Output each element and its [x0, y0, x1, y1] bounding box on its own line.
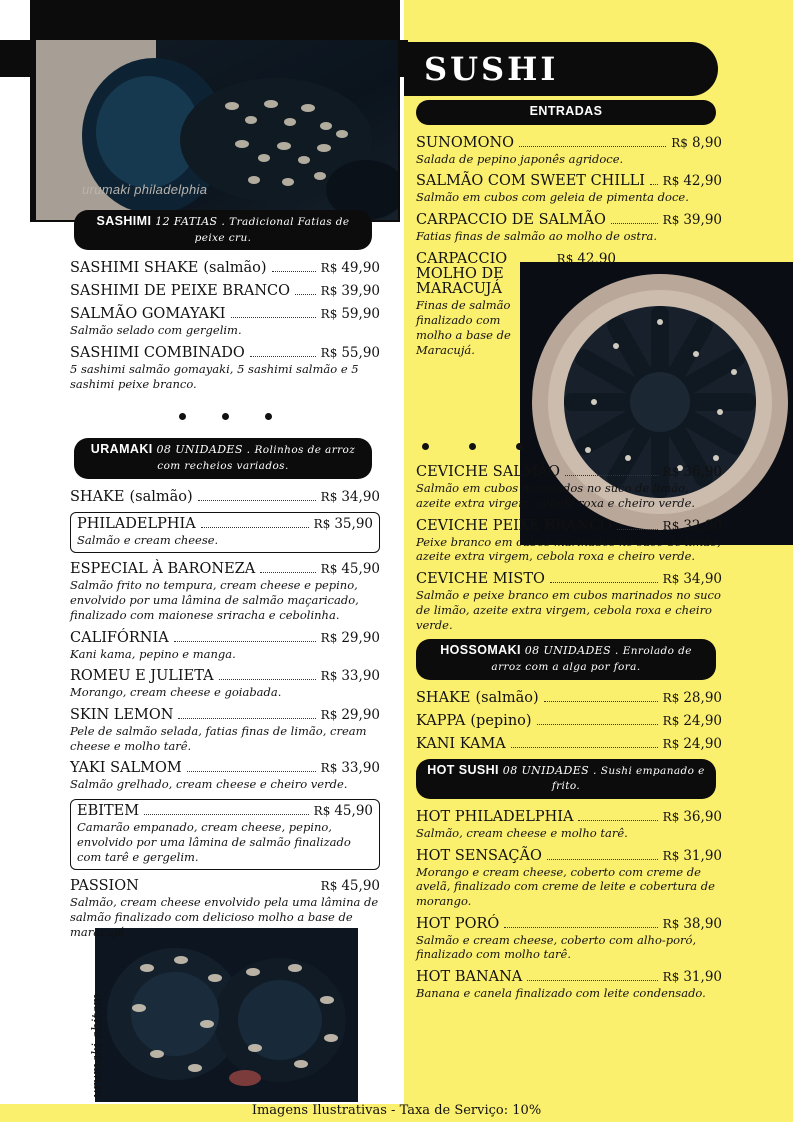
separator-dot: [222, 413, 229, 420]
separator-dot: [422, 443, 429, 450]
item-name: CARPACCIO DE SALMÃO: [416, 212, 606, 229]
item-name: HOT PORÓ: [416, 915, 500, 932]
currency-symbol: R$: [313, 516, 331, 531]
banner-uramaki-desc: Rolinhos de arroz com recheios variados.: [157, 444, 356, 473]
price-value: 34,90: [683, 571, 722, 588]
leader-dots: [201, 519, 309, 528]
menu-item[interactable]: [416, 736, 722, 752]
price-value: 29,90: [341, 706, 380, 723]
price-value: 35,90: [334, 515, 373, 532]
item-description: Morango, cream cheese e goiabada.: [70, 685, 282, 700]
leader-dots: [578, 812, 657, 821]
item-name: YAKI SALMOM: [70, 760, 182, 777]
banner-hossomaki-sub: 08 UNIDADES .: [524, 644, 619, 658]
item-qualifier: (salmão): [475, 689, 539, 706]
item-description: Morango e cream cheese, coberto com creme de avelã, finalizado com creme de leite e cobertura de morango.: [416, 864, 715, 908]
banner-sashimi: [74, 210, 372, 250]
currency-symbol: R$: [320, 879, 338, 894]
item-name: HOT BANANA: [416, 969, 523, 986]
item-name: SHAKE: [416, 689, 471, 706]
price-value: 33,90: [341, 668, 380, 685]
item-price: [321, 345, 380, 361]
leader-dots: [550, 574, 658, 583]
menu-item-highlighted[interactable]: [70, 799, 380, 870]
item-price: [663, 736, 722, 752]
item-name: ESPECIAL À BARONEZA: [70, 561, 256, 578]
item-qualifier: (salmão): [129, 488, 193, 505]
item-price: [321, 878, 380, 894]
menu-item[interactable]: [70, 760, 380, 792]
leader-dots: [144, 882, 316, 890]
item-name: HOT SENSAÇÃO: [416, 847, 542, 864]
currency-symbol: R$: [662, 174, 680, 189]
menu-item[interactable]: [70, 630, 380, 662]
price-value: 36,90: [683, 464, 722, 481]
menu-item[interactable]: [416, 135, 722, 167]
item-name: SALMÃO GOMAYAKI: [70, 306, 226, 323]
hot-sushi-item-list: [416, 809, 722, 1001]
banner-hot-sushi: [416, 759, 716, 799]
item-name: KANI KAMA: [416, 735, 506, 752]
banner-uramaki-title: URAMAKI: [90, 442, 153, 457]
item-name: CALIFÓRNIA: [70, 629, 169, 646]
menu-item[interactable]: [416, 916, 722, 962]
price-value: 59,90: [341, 306, 380, 323]
currency-symbol: R$: [671, 135, 688, 150]
menu-item[interactable]: [70, 668, 380, 700]
menu-item[interactable]: [416, 173, 722, 205]
item-description: Camarão empanado, cream cheese, pepino, envolvido por uma lâmina de salmão finalizado com tarê e gergelim.: [77, 820, 351, 864]
price-value: 24,90: [683, 735, 722, 752]
currency-symbol: R$: [320, 307, 338, 322]
item-price: [321, 561, 380, 577]
item-price: [663, 969, 722, 985]
item-description: Salmão e cream cheese, coberto com alho-poró, finalizado com molho tarê.: [416, 932, 697, 962]
banner-hot-sushi-title: HOT SUSHI: [427, 762, 499, 777]
banner-entradas-title: ENTRADAS: [529, 104, 603, 118]
item-name: PASSION: [70, 878, 139, 895]
entradas-item-list: [416, 135, 722, 358]
currency-symbol: R$: [320, 630, 338, 645]
item-description: Salmão em cubos com geleia de pimenta doce.: [416, 190, 689, 205]
sashimi-item-list: [70, 260, 380, 391]
dot-separator-left: [70, 413, 380, 420]
item-description: Fatias finas de salmão ao molho de ostra.: [416, 229, 658, 244]
ceviche-item-list: [416, 464, 722, 632]
price-value: 49,90: [341, 260, 380, 277]
separator-dot: [469, 443, 476, 450]
price-value: 55,90: [341, 344, 380, 361]
price-value: 38,90: [683, 915, 722, 932]
item-price: [321, 283, 380, 299]
currency-symbol: R$: [320, 707, 338, 722]
item-name: EBITEM: [77, 803, 140, 820]
menu-item[interactable]: [70, 345, 380, 391]
item-description: Salada de pepino japonês agridoce.: [416, 151, 624, 166]
leader-dots: [231, 309, 316, 318]
price-value: 24,90: [683, 712, 722, 729]
item-description: Salmão, cream cheese envolvido pela uma lâmina de salmão finalizado com delicioso molho a base de maracujá: [70, 895, 379, 939]
item-name: HOT PHILADELPHIA: [416, 808, 574, 825]
leader-dots: [546, 255, 552, 263]
currency-symbol: R$: [556, 251, 574, 266]
item-price: [314, 516, 373, 532]
leader-dots: [611, 215, 658, 224]
item-name: SASHIMI DE PEIXE BRANCO: [70, 283, 291, 300]
currency-symbol: R$: [662, 690, 680, 705]
item-price: [663, 916, 722, 932]
item-description: Salmão em cubos marinados no suco de limão, azeite extra virgem, cebola roxa e cheiro verde.: [416, 481, 696, 511]
item-price: [557, 251, 616, 267]
currency-symbol: R$: [662, 970, 680, 985]
leader-dots: [565, 467, 658, 476]
banner-hossomaki-desc: Enrolado de arroz com a alga por fora.: [491, 645, 692, 673]
photo-top-caption: urumaki philadelphia: [82, 182, 208, 197]
price-value: 32,90: [683, 517, 722, 534]
right-column-content: [416, 100, 722, 1008]
sushi-title-banner: [404, 42, 718, 96]
item-price: [321, 306, 380, 322]
menu-item[interactable]: [416, 690, 722, 706]
leader-dots: [504, 919, 657, 928]
price-value: 29,90: [341, 629, 380, 646]
currency-symbol: R$: [320, 284, 338, 299]
item-price: [663, 464, 722, 480]
item-price: [321, 260, 380, 276]
price-value: 42,90: [577, 250, 616, 267]
hossomaki-item-list: [416, 690, 722, 752]
price-value: 8,90: [691, 134, 722, 151]
price-value: 45,90: [334, 803, 373, 820]
item-price: [663, 571, 722, 587]
currency-symbol: R$: [320, 761, 338, 776]
menu-item[interactable]: [416, 848, 722, 909]
menu-item[interactable]: [416, 571, 722, 632]
item-price: [663, 713, 722, 729]
item-name: CEVICHE PEIXE BRANCO: [416, 517, 613, 534]
item-price: [321, 707, 380, 723]
price-value: 36,90: [683, 808, 722, 825]
item-description: Banana e canela finalizado com leite condensado.: [416, 986, 706, 1001]
banner-sashimi-desc: Tradicional Fatias de peixe cru.: [194, 216, 350, 244]
item-name: PHILADELPHIA: [77, 515, 196, 532]
item-name: SUNOMONO: [416, 134, 515, 151]
currency-symbol: R$: [320, 562, 338, 577]
menu-item[interactable]: [416, 518, 722, 564]
item-name: SHAKE: [70, 488, 125, 505]
separator-dot: [265, 413, 272, 420]
menu-item[interactable]: [70, 283, 380, 299]
currency-symbol: R$: [662, 848, 680, 863]
leader-dots: [544, 693, 658, 702]
item-price: [663, 809, 722, 825]
currency-symbol: R$: [662, 518, 680, 533]
price-value: 45,90: [341, 878, 380, 895]
currency-symbol: R$: [662, 916, 680, 931]
item-name: CEVICHE SALMÃO: [416, 464, 561, 481]
price-value: 39,90: [341, 283, 380, 300]
item-price: [671, 135, 722, 151]
banner-hot-sushi-desc: Sushi empanado e frito.: [551, 764, 705, 793]
item-name: CEVICHE MISTO: [416, 571, 545, 588]
leader-dots: [260, 564, 315, 573]
item-description: Salmão e peixe branco em cubos marinados no suco de limão, azeite extra virgem, cebola roxa e cheiro verde.: [416, 588, 721, 632]
currency-symbol: R$: [662, 465, 680, 480]
separator-dot: [516, 443, 523, 450]
item-price: [321, 630, 380, 646]
menu-item[interactable]: [70, 878, 380, 939]
leader-dots: [527, 972, 657, 981]
item-price: [663, 518, 722, 534]
item-name: SASHIMI SHAKE: [70, 260, 199, 277]
item-price: [321, 668, 380, 684]
price-value: 31,90: [683, 847, 722, 864]
leader-dots: [198, 492, 316, 501]
leader-dots: [187, 763, 316, 772]
item-name: KAPPA: [416, 712, 466, 729]
leader-dots: [144, 806, 309, 815]
item-description: 5 sashimi salmão gomayaki, 5 sashimi salmão e 5 sashimi peixe branco.: [70, 361, 359, 391]
currency-symbol: R$: [662, 213, 680, 228]
item-price: [663, 690, 722, 706]
price-value: 39,90: [683, 212, 722, 229]
leader-dots: [519, 138, 666, 147]
menu-item[interactable]: [416, 251, 616, 358]
banner-hossomaki: [416, 639, 716, 679]
leader-dots: [511, 739, 658, 748]
currency-symbol: R$: [662, 713, 680, 728]
leader-dots: [617, 521, 658, 530]
menu-item[interactable]: [416, 809, 722, 841]
menu-item[interactable]: [416, 212, 722, 244]
price-value: 28,90: [683, 689, 722, 706]
leader-dots: [537, 716, 658, 725]
banner-sashimi-title: SASHIMI: [96, 214, 152, 228]
leader-dots: [178, 710, 315, 719]
item-price: [321, 760, 380, 776]
currency-symbol: R$: [320, 669, 338, 684]
item-name: SKIN LEMON: [70, 706, 174, 723]
leader-dots: [650, 176, 658, 185]
dot-separator-right: [416, 443, 722, 450]
currency-symbol: R$: [320, 261, 338, 276]
menu-item[interactable]: [416, 713, 722, 729]
leader-dots: [250, 348, 316, 357]
item-price: [663, 212, 722, 228]
currency-symbol: R$: [320, 345, 338, 360]
item-name: SASHIMI COMBINADO: [70, 344, 245, 361]
item-description: Pele de salmão selada, fatias finas de limão, cream cheese e molho tarê.: [70, 723, 367, 753]
leader-dots: [219, 671, 316, 680]
item-price: [663, 173, 722, 189]
leader-dots: [295, 286, 316, 295]
uramaki-item-list: [70, 489, 380, 940]
currency-symbol: R$: [662, 809, 680, 824]
footer-note: Imagens Ilustrativas - Taxa de Serviço: 10%: [251, 1103, 542, 1118]
leader-dots: [272, 263, 316, 272]
item-price: [663, 848, 722, 864]
item-name: ROMEU E JULIETA: [70, 668, 214, 685]
item-description: Salmão grelhado, cream cheese e cheiro verde.: [70, 777, 348, 792]
menu-item[interactable]: [70, 260, 380, 276]
item-description: Finas de salmão finalizado com molho a base de Maracujá.: [416, 298, 511, 357]
item-description: Kani kama, pepino e manga.: [70, 646, 236, 661]
price-value: 42,90: [683, 173, 722, 190]
item-name: CARPACCIO MOLHO DE MARACUJÁ: [416, 250, 508, 298]
page-title: SUSHI: [424, 50, 559, 88]
leader-dots: [547, 851, 658, 860]
menu-item[interactable]: [416, 464, 722, 510]
price-value: 34,90: [341, 488, 380, 505]
menu-item[interactable]: [416, 969, 722, 1001]
item-description: Salmão, cream cheese e molho tarê.: [416, 825, 628, 840]
item-price: [314, 803, 373, 819]
menu-item-highlighted[interactable]: [70, 512, 380, 554]
menu-item[interactable]: [70, 561, 380, 622]
separator-dot: [179, 413, 186, 420]
banner-entradas: [416, 100, 716, 125]
photo-uramaki-ebitem: [95, 928, 358, 1102]
menu-item[interactable]: [70, 489, 380, 505]
currency-symbol: R$: [662, 572, 680, 587]
currency-symbol: R$: [662, 736, 680, 751]
currency-symbol: R$: [313, 804, 331, 819]
menu-item[interactable]: [70, 306, 380, 338]
item-description: Peixe branco em cubos marinados no suco de limão, azeite extra virgem, cebola roxa e cheiro verde.: [416, 534, 721, 564]
item-qualifier: (salmão): [203, 260, 267, 277]
item-description: Salmão e cream cheese.: [77, 532, 219, 547]
banner-hossomaki-title: HOSSOMAKI: [440, 643, 521, 658]
currency-symbol: R$: [320, 489, 338, 504]
photo-bottom-caption: urumaki ebitem: [90, 993, 105, 1098]
left-column-content: [70, 210, 380, 946]
banner-uramaki-sub: 08 UNIDADES .: [156, 443, 251, 457]
banner-sashimi-sub: 12 FATIAS .: [155, 215, 226, 228]
banner-hot-sushi-sub: 08 UNIDADES .: [502, 763, 597, 777]
item-name: SALMÃO COM SWEET CHILLI: [416, 173, 646, 190]
leader-dots: [174, 633, 316, 642]
price-value: 33,90: [341, 760, 380, 777]
item-description: Salmão selado com gergelim.: [70, 323, 242, 338]
menu-item[interactable]: [70, 707, 380, 753]
price-value: 45,90: [341, 561, 380, 578]
banner-uramaki: [74, 438, 372, 478]
item-qualifier: (pepino): [470, 712, 532, 729]
item-description: Salmão frito no tempura, cream cheese e pepino, envolvido por uma lâmina de salmão maçaricado, finalizado com maionese sriracha e cebolinha.: [70, 578, 359, 622]
price-value: 31,90: [683, 969, 722, 986]
item-price: [321, 489, 380, 505]
